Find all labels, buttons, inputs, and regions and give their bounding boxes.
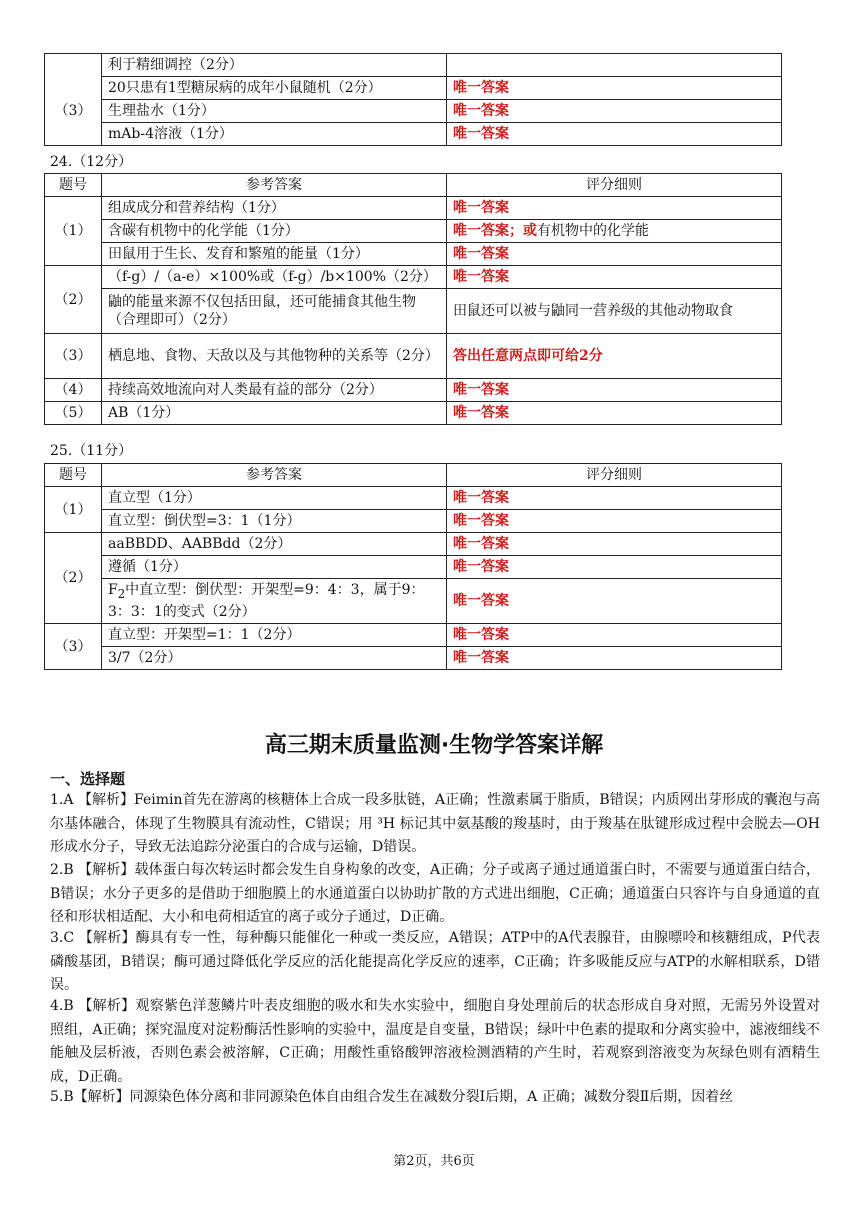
table-row (45, 123, 782, 146)
column-header: 评分细则 (447, 174, 782, 197)
column-header: 题号 (45, 174, 102, 197)
score-cell: 唯一答案 (447, 579, 782, 624)
table-row (45, 266, 782, 289)
answer-cell: 利于精细调控（2分） (102, 54, 447, 77)
answer-cell: 栖息地、食物、天敌以及与其他物种的关系等（2分） (102, 334, 447, 379)
table-row (45, 379, 782, 402)
answer-cell: 20只患有1型糖尿病的成年小鼠随机（2分） (102, 77, 447, 100)
q24-table (44, 173, 782, 425)
table-row (45, 334, 782, 379)
answer-cell: mAb-4溶液（1分） (102, 123, 447, 146)
question-number: （2） (45, 266, 102, 334)
column-header: 题号 (45, 464, 102, 487)
answer-cell: 含碳有机物中的化学能（1分） (102, 220, 447, 243)
answer-cell: 遵循（1分） (102, 556, 447, 579)
explanation-paragraph: 1.A 【解析】Feimin首先在游离的核糖体上合成一段多肽链，A正确；性激素属于脂质，B错误；内质网出芽形成的囊泡与高尔基体融合，体现了生物膜具有流动性，C错误；用 ³H 标记其中氨基酸的羧基时，由于羧基在肽键形成过程中会脱去—OH形成水分子，导致无法追踪分泌蛋白的合成与运输，D错误。 (50, 792, 820, 855)
table-row (45, 647, 782, 670)
explanation-paragraph: 2.B 【解析】载体蛋白每次转运时都会发生自身构象的改变，A正确；分子或离子通过通道蛋白时，不需要与通道蛋白结合，B错误；水分子更多的是借助于细胞膜上的水通道蛋白以协助扩散的方式进出细胞，C正确；通道蛋白只容许与自身通道的直径和形状相适配、大小和电荷相适宜的离子或分子通过，D正确。 (50, 862, 820, 925)
answer-text: 中直立型：倒伏型：开架型=9：4：3，属于9：3：3：1的变式（2分） (108, 582, 425, 620)
f-subscript: 2 (117, 586, 126, 601)
score-rest-part: 有机物中的化学能 (537, 223, 649, 239)
answer-cell: 持续高效地流向对人类最有益的部分（2分） (102, 379, 447, 402)
table-header-row (45, 174, 782, 197)
q24-heading: 24.（12分） (50, 154, 133, 170)
answer-cell: 3/7（2分） (102, 647, 447, 670)
table-row (45, 533, 782, 556)
explanation-paragraph: 5.B【解析】同源染色体分离和非同源染色体自由组合发生在减数分裂Ⅰ后期，A 正确；减数分裂Ⅱ后期，因着丝 (50, 1089, 734, 1105)
question-number: （3） (45, 77, 102, 146)
column-header: 参考答案 (102, 464, 447, 487)
question-number: （1） (45, 487, 102, 533)
score-cell: 唯一答案 (447, 197, 782, 220)
score-cell: 唯一答案 (447, 77, 782, 100)
column-header: 参考答案 (102, 174, 447, 197)
table-row (45, 77, 782, 100)
table-row (45, 54, 782, 77)
answer-cell: 直立型（1分） (102, 487, 447, 510)
q25-heading: 25.（11分） (50, 443, 133, 459)
answer-cell: 直立型：开架型=1：1（2分） (102, 624, 447, 647)
question-number: （3） (45, 334, 102, 379)
table-row (45, 624, 782, 647)
table-row (45, 100, 782, 123)
explanation-paragraph: 4.B 【解析】观察紫色洋葱鳞片叶表皮细胞的吸水和失水实验中，细胞自身处理前后的状态形成自身对照，无需另外设置对照组，A正确；探究温度对淀粉酶活性影响的实验中，温度是自变量，B错误；绿叶中色素的提取和分离实验中，滤液细线不能触及层析液，否则色素会被溶解，C正确；用酸性重铬酸钾溶液检测酒精的产生时，若观察到溶液变为灰绿色则有酒精生成，D正确。 (50, 998, 820, 1085)
score-cell: 唯一答案 (447, 533, 782, 556)
table-row (45, 402, 782, 425)
score-cell (447, 54, 782, 77)
table-row (45, 556, 782, 579)
answer-cell: 田鼠用于生长、发育和繁殖的能量（1分） (102, 243, 447, 266)
table-row (45, 197, 782, 220)
score-cell: 唯一答案 (447, 624, 782, 647)
explanation-paragraph: 3.C 【解析】酶具有专一性，每种酶只能催化一种或一类反应，A错误；ATP中的A代表腺苷，由腺嘌呤和核糖组成，P代表磷酸基团，B错误；酶可通过降低化学反应的活化能提高化学反应的速率，C正确；许多吸能反应与ATP的水解相联系，D错误。 (50, 930, 820, 993)
answer-cell: aaBBDD、AABBdd（2分） (102, 533, 447, 556)
score-cell (447, 220, 782, 243)
table-row (45, 487, 782, 510)
answer-cell: 鼬的能量来源不仅包括田鼠，还可能捕食其他生物（合理即可）（2分） (102, 289, 447, 334)
question-number: （4） (45, 379, 102, 402)
table-row (45, 510, 782, 533)
score-cell: 田鼠还可以被与鼬同一营养级的其他动物取食 (447, 289, 782, 334)
score-red-part: 唯一答案；或 (453, 223, 537, 239)
table-row (45, 220, 782, 243)
section-heading: 一、选择题 (50, 770, 126, 788)
question-number: （5） (45, 402, 102, 425)
score-cell: 唯一答案 (447, 123, 782, 146)
table-header-row (45, 464, 782, 487)
answer-cell (102, 579, 447, 624)
score-cell: 唯一答案 (447, 379, 782, 402)
f-label: F (108, 582, 118, 599)
score-cell: 唯一答案 (447, 100, 782, 123)
table-row (45, 243, 782, 266)
page-footer: 第2页，共6页 (393, 1154, 475, 1169)
score-cell: 答出任意两点即可给2分 (447, 334, 782, 379)
score-cell: 唯一答案 (447, 487, 782, 510)
page-title: 高三期末质量监测·生物学答案详解 (264, 733, 604, 758)
question-number: （3） (45, 624, 102, 670)
score-cell: 唯一答案 (447, 243, 782, 266)
answer-cell: 生理盐水（1分） (102, 100, 447, 123)
answer-cell: （f-g）/（a-e）×100%或（f-g）/b×100%（2分） (102, 266, 447, 289)
score-cell: 唯一答案 (447, 647, 782, 670)
score-cell: 唯一答案 (447, 402, 782, 425)
table-row (45, 579, 782, 624)
q23-table-tail (44, 53, 782, 146)
answer-cell: 直立型：倒伏型=3：1（1分） (102, 510, 447, 533)
table-row (45, 289, 782, 334)
question-number: （2） (45, 533, 102, 624)
question-number: （1） (45, 197, 102, 266)
column-header: 评分细则 (447, 464, 782, 487)
answer-cell: AB（1分） (102, 402, 447, 425)
score-cell: 唯一答案 (447, 510, 782, 533)
q25-table (44, 463, 782, 670)
score-cell: 唯一答案 (447, 556, 782, 579)
score-cell: 唯一答案 (447, 266, 782, 289)
answer-cell: 组成成分和营养结构（1分） (102, 197, 447, 220)
